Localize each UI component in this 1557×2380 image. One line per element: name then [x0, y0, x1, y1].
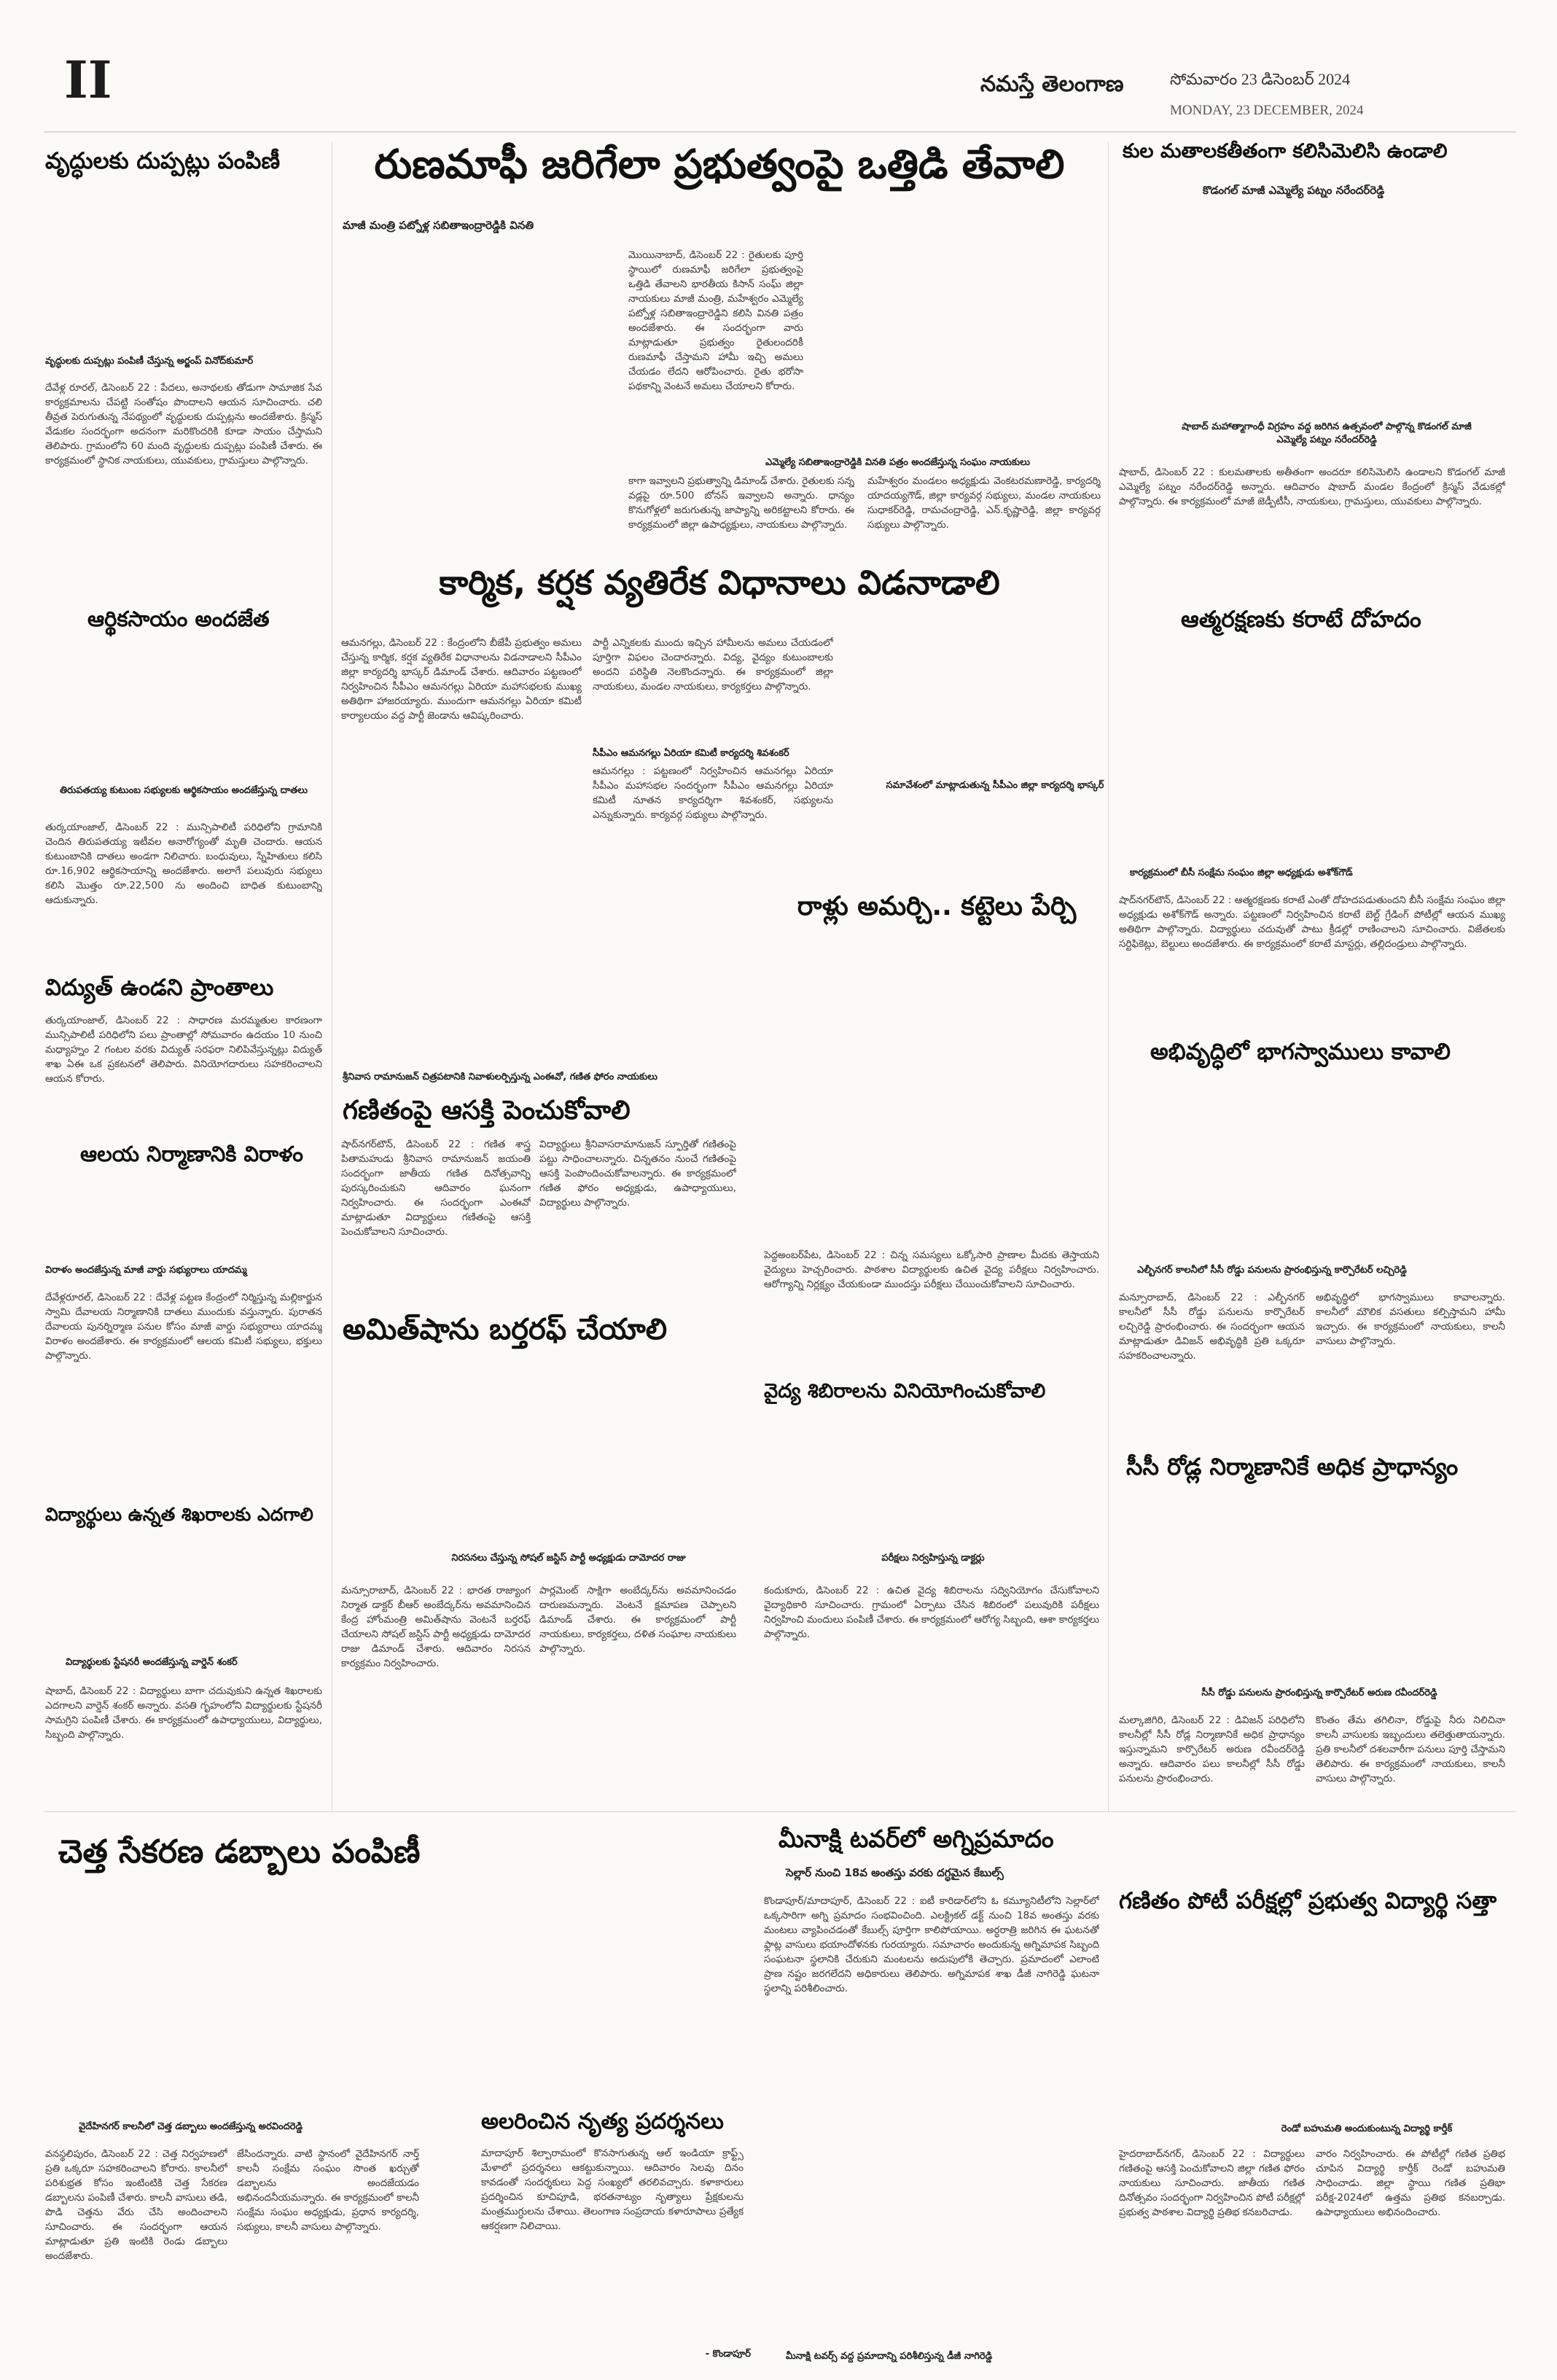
photo-caption: విరాళం అందజేస్తున్న మాజీ వార్డు సభ్యురాలు యాదమ్మ	[45, 1265, 247, 1276]
article-body: ఆమనగల్లు : పట్టణంలో నిర్వహించిన ఆమనగల్లు ఏరియా సీపీఎం మహాసభల సందర్భంగా సీపీఎం ఆమనగల్లు ఏరియా కమిటీ నూతన కార్యదర్శిగా శివశంకర్, సభ్యులను ఎన్నుకున్నారు. కార్యవర్గ సభ్యులు పాల్గొన్నారు.	[593, 765, 833, 821]
headline: అమిత్‌షాను బర్తరఫ్ చేయాలి	[343, 1313, 668, 1346]
article-body: కొండాపూర్/మాదాపూర్, డిసెంబర్ 22 : ఐటీ కారిడార్‌లోని ఓ కమ్యూనిటీలోని సెల్లార్‌లో ఒక్కసారిగా అగ్ని ప్రమాదం సంభవించింది. ఎలక్ట్రికల్ డక్ట్ నుంచి 18వ అంతస్తు వరకు మంటలు వ్యాపించడంతో కేబుల్స్ పూర్తిగా కాలిపోయాయి. అర్ధరాత్రి జరిగిన ఈ ఘటనతో ఫ్లాట్ల వాసులు భయాందోళనకు గురయ్యారు. సమాచారం అందుకున్న అగ్నిమాపక సిబ్బంది సంఘటనా స్థలానికి చేరుకుని మంటలను అదుపులోకి తెచ్చారు. ప్రమాదంలో ఎలాంటి ప్రాణ నష్టం జరగలేదని అధికారులు తెలిపారు. అగ్నిమాపక శాఖ డీజీ నాగిరెడ్డి ఘటనా స్థలాన్ని పరిశీలించారు.	[764, 1895, 1099, 1994]
article-body: షాబాద్, డిసెంబర్ 22 : విద్యార్థులు బాగా చదువుకుని ఉన్నత శిఖరాలకు ఎదగాలని వార్డెన్ శంకర్ అన్నారు. వసతి గృహంలోని విద్యార్థులకు స్టేషనరీ సామగ్రిని పంపిణీ చేశారు. ఈ కార్యక్రమంలో ఉపాధ్యాయులు, విద్యార్థులు, సిబ్బంది పాల్గొన్నారు.	[45, 1685, 322, 1741]
article-body: హైదరాబాద్‌నగర్, డిసెంబర్ 22 : విద్యార్థులు గణితంపై ఆసక్తి పెంచుకోవాలని జిల్లా గణిత ఫోరం నాయకులు సూచించారు. జాతీయ గణిత దినోత్సవం సందర్భంగా నిర్వహించిన పోటీ పరీక్షల్లో ప్రభుత్వ పాఠశాల విద్యార్థి ప్రతిభ కనబరిచాడు.	[1119, 2148, 1305, 2218]
photo-caption: సీపీఎం ఆమనగల్లు ఏరియా కమిటీ కార్యదర్శి శివశంకర్	[593, 748, 789, 759]
article-body: వారం నిర్వహించారు. ఈ పోటీల్లో గణిత ప్రతిభ చూపిన విద్యార్థి కార్తీక్ రెండో బహుమతి సాధించాడు. జిల్లా స్థాయి గణిత ప్రతిభా పరీక్ష-2024లో ఉత్తమ ప్రతిభ కనబర్చాడు. ఉపాధ్యాయులు అభినందించారు.	[1316, 2148, 1505, 2218]
headline: గణితం పోటీ పరీక్షల్లో ప్రభుత్వ విద్యార్థి సత్తా	[1119, 1888, 1497, 1914]
headline: మీనాక్షి టవర్‌లో అగ్నిప్రమాదం	[778, 1825, 1054, 1853]
headline: విద్యార్థులు ఉన్నత శిఖరాలకు ఎదగాలి	[45, 1504, 313, 1525]
photo-caption: షాబాద్ మహాత్మాగాంధీ విగ్రహం వద్ద జరిగిన ఉత్సవంలో పాల్గొన్న కొడంగల్ మాజీ ఎమ్మెల్యే పట్నం నరేందర్‌రెడ్డి	[1182, 421, 1472, 445]
column-rule	[1108, 142, 1109, 1811]
article-body: మాదాపూర్ శిల్పారామంలో కొనసాగుతున్న ఆల్ ఇండియా క్రాఫ్ట్స్ మేళాలో ప్రదర్శనలు ఆకట్టుకున్నాయి. ఆదివారం సెలవు దినం కావడంతో సందర్శకులు పెద్ద సంఖ్యలో తరలివచ్చారు. కళాకారులు ప్రదర్శించిన కూచిపూడి, భరతనాట్యం నృత్యాలు ప్రేక్షకులను మంత్రముగ్ధులను చేశాయి. తెలంగాణ సంప్రదాయ కళారూపాలు ప్రత్యేక ఆకర్షణగా నిలిచాయి.	[481, 2147, 744, 2232]
article-body: షాద్‌నగర్‌టౌన్, డిసెంబర్ 22 : గణిత శాస్త్ర పితామహుడు శ్రీనివాస రామానుజన్ జయంతి సందర్భంగా జాతీయ గణిత దినోత్సవాన్ని పురస్కరించుకుని ఆదివారం ఘనంగా నిర్వహించారు. ఈ సందర్భంగా ఎంఈవో మాట్లాడుతూ విద్యార్థులు గణితంపై ఆసక్తి పెంచుకోవాలని సూచించారు.	[341, 1139, 531, 1238]
photo-caption: రెండో బహుమతి అందుకుంటున్న విద్యార్థి కార్తీక్	[1281, 2123, 1453, 2134]
headline: ఆలయ నిర్మాణానికి విరాళం	[80, 1142, 303, 1166]
photo-caption: వైదేహినగర్ కాలనీలో చెత్త డబ్బాలు అందజేస్తున్న అరవిందరెడ్డి	[79, 2121, 303, 2132]
photo-caption: ఎల్బీనగర్ కాలనీలో సీసీ రోడ్డు పనులను ప్రారంభిస్తున్న కార్పొరేటర్ లచ్చిరెడ్డి	[1137, 1265, 1407, 1276]
article-body: కొంతం తేమ తగిలినా, రోడ్డుపై నీరు నిలిచినా కాలనీ వాసులకు ఇబ్బందులు తలెత్తుతాయన్నారు. ప్రతి కాలనీలో దశలవారీగా పనులు పూర్తి చేస్తామని తెలిపారు. ఈ కార్యక్రమంలో నాయకులు, కాలనీ వాసులు పాల్గొన్నారు.	[1316, 1714, 1505, 1784]
article-body: షాబాద్, డిసెంబర్ 22 : కులమతాలకు అతీతంగా అందరూ కలిసిమెలిసి ఉండాలని కొడంగల్ మాజీ ఎమ్మెల్యే పట్నం నరేందర్‌రెడ్డి అన్నారు. ఆదివారం షాబాద్ మండల కేంద్రంలో క్రిస్మస్ వేడుకల్లో పాల్గొన్నారు. ఈ కార్యక్రమంలో మాజీ జెడ్పీటీసీ, నాయకులు, గ్రామస్తులు, యువకులు పాల్గొన్నారు.	[1119, 467, 1505, 507]
photo-caption: సమావేశంలో మాట్లాడుతున్న సీపీఎం జిల్లా కార్యదర్శి భాస్కర్	[886, 780, 1104, 791]
article-body: కందుకూరు, డిసెంబర్ 22 : ఉచిత వైద్య శిబిరాలను సద్వినియోగం చేసుకోవాలని వైద్యాధికారి సూచించారు. గ్రామంలో ఏర్పాటు చేసిన శిబిరంలో పలువురికి పరీక్షలు నిర్వహించి మందులు పంపిణీ చేశారు. ఈ కార్యక్రమంలో ఆరోగ్య సిబ్బంది, ఆశా కార్యకర్తలు పాల్గొన్నారు.	[764, 1585, 1099, 1640]
photo-caption: మీనాక్షి టవర్స్ వద్ద ప్రమాదాన్ని పరిశీలిస్తున్న డీజీ నాగిరెడ్డి	[786, 2351, 993, 2362]
photo-caption: విద్యార్థులకు స్టేషనరీ అందజేస్తున్న వార్డెన్ శంకర్	[66, 1657, 238, 1668]
headline: వైద్య శిబిరాలను వినియోగించుకోవాలి	[764, 1380, 1046, 1402]
lead-headline: రుణమాఫీ జరిగేలా ప్రభుత్వంపై ఒత్తిడి తేవాలి	[374, 141, 1065, 187]
date-english: MONDAY, 23 DECEMBER, 2024	[1170, 103, 1364, 118]
article-body: మన్సూరాబాద్, డిసెంబర్ 22 : ఎల్బీనగర్ కాలనీలో సీసీ రోడ్డు పనులను కార్పొరేటర్ లచ్చిరెడ్డి ప్రారంభించారు. ఈ సందర్భంగా ఆయన మాట్లాడుతూ డివిజన్ అభివృద్ధికి ప్రతి ఒక్కరూ సహకరించాలన్నారు.	[1119, 1292, 1305, 1362]
headline: రాళ్లు అమర్చి.. కట్టెలు పేర్చి	[797, 891, 1077, 921]
article-body: మల్కాజిగిరి, డిసెంబర్ 22 : డివిజన్ పరిధిలోని కాలనీల్లో సీసీ రోడ్ల నిర్మాణానికే అధిక ప్రాధాన్యం ఇస్తున్నామని కార్పొరేటర్ అరుణ రవీందర్‌రెడ్డి అన్నారు. ఆదివారం పలు కాలనీల్లో సీసీ రోడ్డు పనులను ప్రారంభించారు.	[1119, 1714, 1305, 1784]
article-body: ఆమనగల్లు, డిసెంబర్ 22 : కేంద్రంలోని బీజేపీ ప్రభుత్వం అమలు చేస్తున్న కార్మిక, కర్షక వ్యతిరేక విధానాలను విడనాడాలని సీపీఎం జిల్లా కార్యదర్శి భాస్కర్ డిమాండ్ చేశారు. ఆదివారం పట్టణంలో నిర్వహించిన సీపీఎం ఆమనగల్లు ఏరియా మహాసభలకు ముఖ్య అతిథిగా హాజరయ్యారు. ముందుగా ఆమనగల్లు ఏరియా కమిటీ కార్యాలయం వద్ద పార్టీ జెండాను ఆవిష్కరించారు.	[341, 637, 582, 722]
headline: ఆర్థికసాయం అందజేత	[87, 606, 270, 631]
article-body: కాగా ఇవ్వాలని ప్రభుత్వాన్ని డిమాండ్ చేశారు. రైతులకు సన్న వడ్లపై రూ.500 బోనస్ ఇవ్వాలని అన్నారు. ధాన్యం కొనుగోళ్లలో జరుగుతున్న జాప్యాన్ని అరికట్టాలని కోరారు. ఈ కార్యక్రమంలో జిల్లా ఉపాధ్యక్షులు, నాయకులు పాల్గొన్నారు.	[628, 475, 854, 531]
article-body: తుర్కయాంజాల్, డిసెంబర్ 22 : మున్సిపాలిటీ పరిధిలోని గ్రామానికి చెందిన తిరుపతయ్య ఇటీవల అనారోగ్యంతో మృతి చెందారు. ఆయన కుటుంబానికి దాతలు అండగా నిలిచారు. బంధువులు, స్నేహితులు కలిసి రూ.16,902 ఆర్థికసాయాన్ని అందజేశారు. అలాగే పలువురు సభ్యులు కలిసి మొత్తం రూ.22,500 ను అందించి బాధిత కుటుంబాన్ని ఆదుకున్నారు.	[45, 822, 322, 906]
article-body: పెద్దఅంబర్‌పేట, డిసెంబర్ 22 : చిన్న సమస్యలు ఒక్కోసారి ప్రాణాల మీదకు తెస్తాయని వైద్యులు హెచ్చరించారు. పాఠశాల విద్యార్థులకు ఉచిత వైద్య పరీక్షలు నిర్వహించారు. ఆరోగ్యాన్ని నిర్లక్ష్యం చేయకుండా ముందస్తు పరీక్షలు చేయించుకోవాలని సూచించారు.	[764, 1249, 1099, 1290]
article-body: పార్టీ ఎన్నికలకు ముందు ఇచ్చిన హామీలను అమలు చేయడంలో పూర్తిగా విఫలం చెందారన్నారు. విద్య, వైద్యం కుటుంబాలకు అందని పరిస్థితి నెలకొందన్నారు. ఈ కార్యక్రమంలో జిల్లా నాయకులు, మండల నాయకులు, కార్యకర్తలు పాల్గొన్నారు.	[593, 637, 833, 692]
headline: చెత్త సేకరణ డబ్బాలు పంపిణీ	[58, 1833, 421, 1870]
headline: కుల మతాలకతీతంగా కలిసిమెలిసి ఉండాలి	[1123, 140, 1448, 163]
article-body: దేవేళ్ల రూరల్, డిసెంబర్ 22 : పేదలు, అనాథలకు తోడుగా సామాజిక సేవ కార్యక్రమాలను చేపట్టి సంతోషం పొందాలని ఆయన సూచించారు. చలి తీవ్రత పెరుగుతున్న నేపథ్యంలో వృద్ధులకు దుప్పట్లను అందజేశారు. క్రిస్మస్ వేడుకల సందర్భంగా అదనంగా మరికొందరికి కూడా సాయం చేస్తామని తెలిపారు. గ్రామంలోని 60 మంది వృద్ధులకు దుప్పట్లు పంపిణీ చేశారు. ఈ కార్యక్రమంలో స్థానిక నాయకులు, యువకులు, గ్రామస్తులు పాల్గొన్నారు.	[45, 382, 322, 467]
article-body: దేవేళ్లరూరల్, డిసెంబర్ 22 : దేవేళ్ల పట్టణ కేంద్రంలో నిర్మిస్తున్న మల్లికార్జున స్వామి దేవాలయ నిర్మాణానికి దాతలు ముందుకు వస్తున్నారు. పురాతన దేవాలయ పునర్నిర్మాణ పనుల కోసం మాజీ వార్డు సభ్యురాలు యాదమ్మ విరాళం అందజేశారు. ఈ కార్యక్రమంలో ఆలయ కమిటీ సభ్యులు, భక్తులు పాల్గొన్నారు.	[45, 1292, 322, 1362]
headline: విద్యుత్ ఉండని ప్రాంతాలు	[45, 975, 274, 1001]
photo-caption: ఎమ్మెల్యే సబితాఇంద్రారెడ్డికి వినతి పత్రం అందజేస్తున్న సంఘం నాయకులు	[765, 457, 1030, 468]
masthead-rule	[44, 131, 1516, 133]
headline: వృద్ధులకు దుప్పట్లు పంపిణీ	[45, 148, 281, 174]
photo-credit: - కొండాపూర్	[705, 2349, 751, 2360]
lead-subheadline: మాజీ మంత్రి పట్నోళ్ల సబితాఇంద్రారెడ్డికి వినతి	[343, 219, 534, 232]
headline: సీసీ రోడ్ల నిర్మాణానికే అధిక ప్రాధాన్యం	[1126, 1453, 1459, 1480]
headline: అలరించిన నృత్య ప్రదర్శనలు	[481, 2109, 724, 2134]
photo-caption: పరీక్షలు నిర్వహిస్తున్న డాక్టర్లు	[881, 1553, 985, 1564]
newspaper-name: నమస్తే తెలంగాణ	[980, 71, 1124, 97]
article-body: వనస్థలిపురం, డిసెంబర్ 22 : చెత్త నిర్వహణలో ప్రతి ఒక్కరూ సహకరించాలని కోరారు. కాలనీలో పరిశుభ్రత కోసం ఇంటింటికి చెత్త సేకరణ డబ్బాలను పంపిణీ చేశారు. కాలనీ వాసులు తడి, పొడి చెత్తను వేరు చేసి అందించాలని సూచించారు. ఈ సందర్భంగా ఆయన మాట్లాడుతూ ప్రతి ఇంటికి రెండు డబ్బాలు అందజేశారు.	[45, 2148, 227, 2262]
photo-caption: శ్రీనివాస రామానుజన్ చిత్రపటానికి నివాళులర్పిస్తున్న ఎంఈవో, గణిత ఫోరం నాయకులు	[343, 1072, 657, 1082]
subheadline: సెల్లార్ నుంచి 18వ అంతస్తు వరకు దగ్ధమైన కేబుల్స్	[786, 1866, 1004, 1879]
photo-caption: తిరుపతయ్య కుటుంబ సభ్యులకు ఆర్థికసాయం అందజేస్తున్న దాతలు	[60, 785, 308, 796]
page-number: II	[64, 50, 112, 110]
headline: ఆత్మరక్షణకు కరాటే దోహదం	[1181, 606, 1421, 633]
section-rule	[44, 1811, 1516, 1812]
article-body: జేసిందన్నారు. వాటి స్థానంలో వైదేహినగర్ నార్త్ కాలనీ సంక్షేమ సంఘం సొంత ఖర్చుతో డబ్బాలను అందజేయడం అభినందనీయమన్నారు. ఈ కార్యక్రమంలో కాలనీ సంక్షేమ సంఘం అధ్యక్షుడు, ప్రధాన కార్యదర్శి, సభ్యులు, కాలనీ వాసులు పాల్గొన్నారు.	[237, 2148, 419, 2233]
headline: అభివృద్ధిలో భాగస్వాములు కావాలి	[1150, 1039, 1451, 1065]
headline: కార్మిక, కర్షక వ్యతిరేక విధానాలు విడనాడాలి	[439, 563, 1000, 602]
photo-caption: సీసీ రోడ్డు పనులను ప్రారంభిస్తున్న కార్పొరేటర్ అరుణ రవీందర్‌రెడ్డి	[1201, 1688, 1437, 1698]
photo-caption: నిరసనలు చేస్తున్న సోషల్ జస్టిస్ పార్టీ అధ్యక్షుడు దామోదర రాజు	[451, 1553, 686, 1564]
subheadline: కొడంగల్ మాజీ ఎమ్మెల్యే పట్నం నరేందర్‌రెడ్డి	[1203, 184, 1385, 197]
article-body: షాద్‌నగర్‌టౌన్, డిసెంబర్ 22 : ఆత్మరక్షణకు కరాటే ఎంతో దోహదపడుతుందని బీసీ సంక్షేమ సంఘం జిల్లా అధ్యక్షుడు అశోక్‌గౌడ్ అన్నారు. పట్టణంలో నిర్వహించిన కరాటే బెల్ట్ గ్రేడింగ్ పోటీల్లో ఆయన ముఖ్య అతిథిగా పాల్గొన్నారు. విద్యార్థులు చదువుతో పాటు క్రీడల్లో రాణించాలని సూచించారు. విజేతలకు సర్టిఫికెట్లు, బెల్టులు అందజేశారు. ఈ కార్యక్రమంలో కరాటే మాస్టర్లు, తల్లిదండ్రులు పాల్గొన్నారు.	[1119, 894, 1505, 950]
article-body: తుర్కయాంజాల్, డిసెంబర్ 22 : సాధారణ మరమ్మతుల కారణంగా మున్సిపాలిటీ పరిధిలోని పలు ప్రాంతాల్లో సోమవారం ఉదయం 10 నుంచి మధ్యాహ్నం 2 గంటల వరకు విద్యుత్ సరఫరా నిలిపివేస్తున్నట్లు విద్యుత్ శాఖ ఏఈ ఒక ప్రకటనలో తెలిపారు. వినియోగదారులు సహకరించాలని ఆయన కోరారు.	[45, 1015, 322, 1085]
article-body: మహేశ్వరం మండలం అధ్యక్షుడు వెంకటరమణారెడ్డి, కార్యదర్శి యాదయ్యగౌడ్, జిల్లా కార్యవర్గ సభ్యులు, మండల నాయకులు సుధాకర్‌రెడ్డి, రామచంద్రారెడ్డి, ఎన్.కృష్ణారెడ్డి, జిల్లా కార్యవర్గ సభ్యులు పాల్గొన్నారు.	[867, 475, 1101, 531]
article-body: మన్సూరాబాద్, డిసెంబర్ 22 : భారత రాజ్యాంగ నిర్మాత డాక్టర్ బీఆర్ అంబేద్కర్‌ను అవమానించిన కేంద్ర హోంమంత్రి అమిత్‌షాను వెంటనే బర్తరఫ్ చేయాలని సోషల్ జస్టిస్ పార్టీ అధ్యక్షుడు దామోదర రాజు డిమాండ్ చేశారు. ఆదివారం నిరసన కార్యక్రమం నిర్వహించారు.	[341, 1585, 531, 1669]
photo-caption: కార్యక్రమంలో బీసీ సంక్షేమ సంఘం జిల్లా అధ్యక్షుడు అశోక్‌గౌడ్	[1130, 867, 1353, 878]
photo-caption: వృద్ధులకు దుప్పట్లు పంపిణీ చేస్తున్న అర్జంప్ వినోద్‌కుమార్	[45, 356, 254, 367]
article-body: పార్లమెంట్ సాక్షిగా అంబేద్కర్‌ను అవమానించడం దారుణమన్నారు. వెంటనే క్షమాపణ చెప్పాలని డిమాండ్ చేశారు. ఈ కార్యక్రమంలో పార్టీ నాయకులు, కార్యకర్తలు, దళిత సంఘాల నాయకులు పాల్గొన్నారు.	[539, 1585, 736, 1655]
date-telugu: సోమవారం 23 డిసెంబర్ 2024	[1170, 70, 1351, 88]
article-body: మొయినాబాద్, డిసెంబర్ 22 : రైతులకు పూర్తి స్థాయిలో రుణమాఫీ జరిగేలా ప్రభుత్వంపై ఒత్తిడి తేవాలని భారతీయ కిసాన్ సంఘ్ జిల్లా నాయకులు మాజీ మంత్రి, మహేశ్వరం ఎమ్మెల్యే పట్నోళ్ల సబితాఇంద్రారెడ్డిని కలిసి వినతి పత్రం అందజేశారు. ఈ సందర్భంగా వారు మాట్లాడుతూ ప్రభుత్వం రైతులందరికీ రుణమాఫీ చేస్తామని హామీ ఇచ్చి అమలు చేయడం లేదని ఆరోపించారు. రైతు భరోసా పథకాన్ని వెంటనే అమలు చేయాలని కోరారు.	[628, 249, 803, 392]
headline: గణితంపై ఆసక్తి పెంచుకోవాలి	[343, 1096, 631, 1125]
article-body: అభివృద్ధిలో భాగస్వాములు కావాలన్నారు. కాలనీలో మౌలిక వసతులు కల్పిస్తామని హామీ ఇచ్చారు. ఈ కార్యక్రమంలో నాయకులు, కాలనీ వాసులు పాల్గొన్నారు.	[1316, 1292, 1505, 1347]
article-body: విద్యార్థులు శ్రీనివాసరామానుజన్ స్ఫూర్తితో గణితంపై పట్టు సాధించాలన్నారు. చిన్నతనం నుంచే గణితంపై ఆసక్తి పెంపొందించుకోవాలన్నారు. ఈ కార్యక్రమంలో గణిత ఫోరం అధ్యక్షుడు, ఉపాధ్యాయులు, విద్యార్థులు పాల్గొన్నారు.	[539, 1139, 736, 1209]
